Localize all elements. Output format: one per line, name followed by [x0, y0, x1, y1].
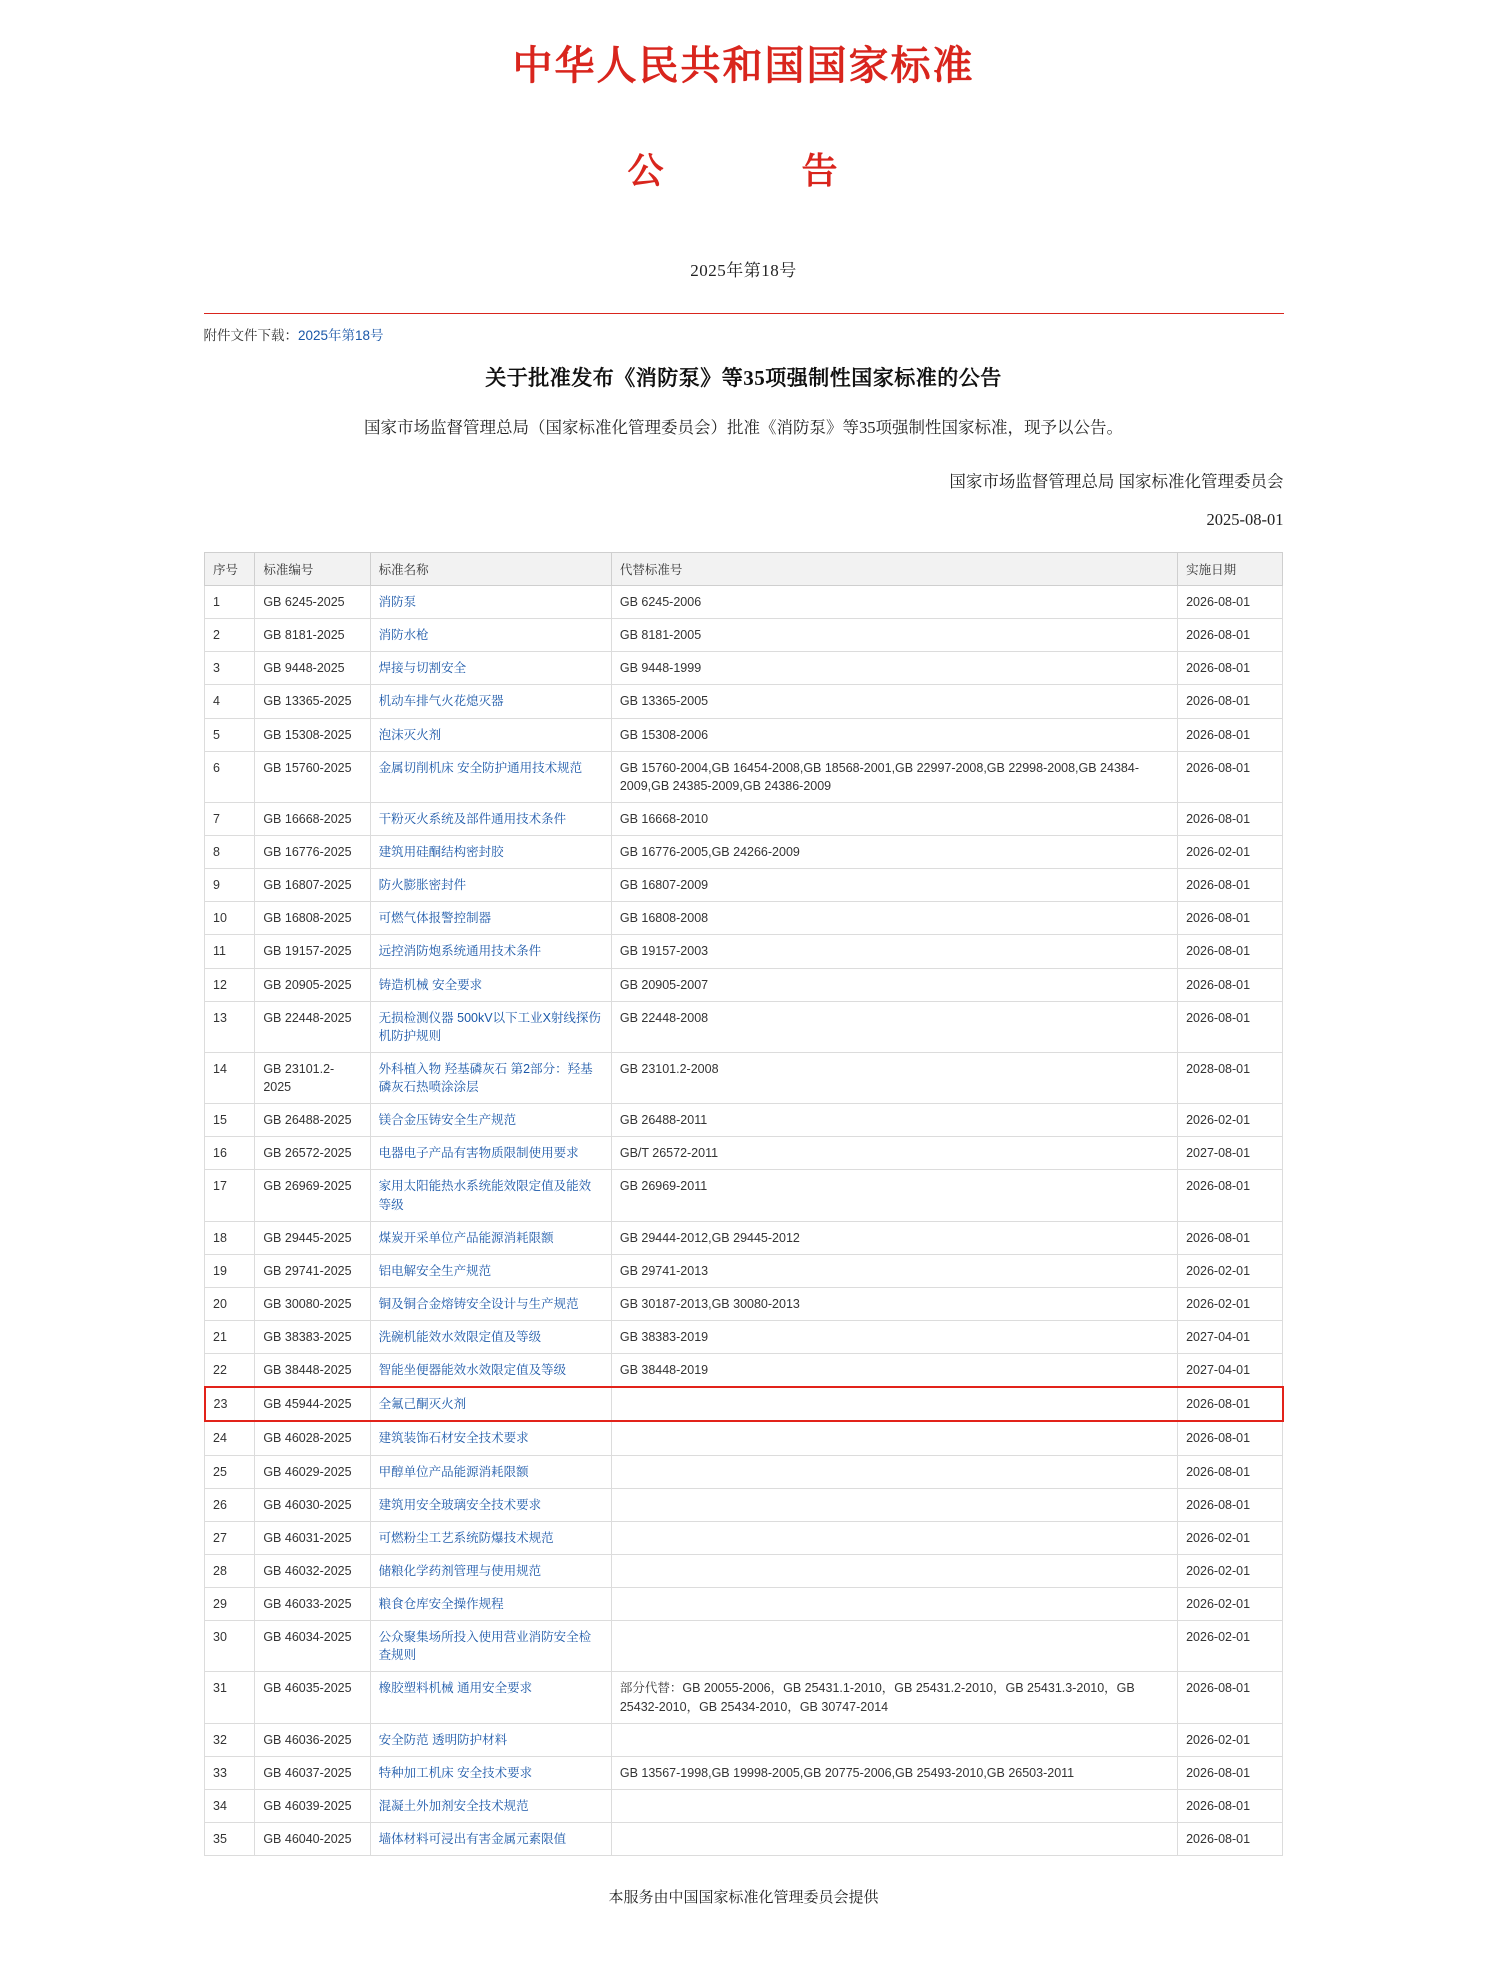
- cell-replace: [611, 1421, 1177, 1455]
- cell-replace: [611, 1387, 1177, 1421]
- column-header-no: 序号: [205, 553, 255, 586]
- table-row: [205, 836, 1283, 869]
- cell-replace: GB/T 26572-2011: [611, 1137, 1177, 1170]
- table-row: [205, 869, 1283, 902]
- cell-replace: [611, 1488, 1177, 1521]
- cell-date: 2027-08-01: [1178, 1137, 1283, 1170]
- cell-code: GB 20905-2025: [255, 968, 370, 1001]
- column-header-code: 标准编号: [255, 553, 370, 586]
- divider: [204, 313, 1284, 314]
- cell-name: 甲醇单位产品能源消耗限额: [370, 1455, 611, 1488]
- cell-name: 家用太阳能热水系统能效限定值及能效等级: [370, 1170, 611, 1221]
- column-header-replace: 代替标准号: [611, 553, 1177, 586]
- page-subtitle: 公 告: [627, 151, 860, 191]
- cell-date: 2026-08-01: [1178, 1170, 1283, 1221]
- cell-date: 2026-08-01: [1178, 652, 1283, 685]
- table-row: [205, 1588, 1283, 1621]
- cell-no: 21: [205, 1321, 255, 1354]
- cell-name: 可燃粉尘工艺系统防爆技术规范: [370, 1521, 611, 1554]
- cell-code: GB 46039-2025: [255, 1789, 370, 1822]
- cell-name: 镁合金压铸安全生产规范: [370, 1104, 611, 1137]
- cell-name: 煤炭开采单位产品能源消耗限额: [370, 1221, 611, 1254]
- cell-name: 防火膨胀密封件: [370, 869, 611, 902]
- cell-code: GB 46028-2025: [255, 1421, 370, 1455]
- cell-replace: GB 29444-2012,GB 29445-2012: [611, 1221, 1177, 1254]
- cell-date: 2026-08-01: [1178, 1823, 1283, 1856]
- cell-code: GB 16776-2025: [255, 836, 370, 869]
- table-row: [205, 1756, 1283, 1789]
- cell-no: 1: [205, 586, 255, 619]
- cell-replace: GB 20905-2007: [611, 968, 1177, 1001]
- cell-code: GB 13365-2025: [255, 685, 370, 718]
- table-row: [205, 1723, 1283, 1756]
- document-date: 2025-08-01: [1206, 510, 1284, 530]
- cell-code: GB 30080-2025: [255, 1287, 370, 1320]
- table-row: [205, 902, 1283, 935]
- table-body: [205, 586, 1283, 1856]
- cell-name: 粮食仓库安全操作规程: [370, 1588, 611, 1621]
- cell-name: 公众聚集场所投入使用营业消防安全检查规则: [370, 1621, 611, 1672]
- issue-number: 2025年第18号: [690, 261, 797, 280]
- cell-name: 橡胶塑料机械 通用安全要求: [370, 1672, 611, 1723]
- cell-no: 12: [205, 968, 255, 1001]
- table-row: [205, 1137, 1283, 1170]
- cell-no: 9: [205, 869, 255, 902]
- cell-replace: 部分代替：GB 20055-2006，GB 25431.1-2010，GB 25431.2-2010，GB 25431.3-2010，GB 25432-2010，GB 25434-2010，GB 30747-2014: [611, 1672, 1177, 1723]
- cell-no: 14: [205, 1052, 255, 1103]
- cell-name: 机动车排气火花熄灭器: [370, 685, 611, 718]
- cell-replace: GB 22448-2008: [611, 1001, 1177, 1052]
- table-row: [205, 935, 1283, 968]
- cell-name: 混凝土外加剂安全技术规范: [370, 1789, 611, 1822]
- cell-code: GB 29741-2025: [255, 1254, 370, 1287]
- cell-name: 远控消防炮系统通用技术条件: [370, 935, 611, 968]
- cell-no: 4: [205, 685, 255, 718]
- cell-name: 建筑装饰石材安全技术要求: [370, 1421, 611, 1455]
- cell-no: 28: [205, 1554, 255, 1587]
- cell-name: 墙体材料可浸出有害金属元素限值: [370, 1823, 611, 1856]
- cell-replace: GB 9448-1999: [611, 652, 1177, 685]
- table-row: [205, 619, 1283, 652]
- cell-name: 泡沫灭火剂: [370, 718, 611, 751]
- cell-no: 6: [205, 751, 255, 802]
- cell-replace: [611, 1823, 1177, 1856]
- table-row: [205, 1521, 1283, 1554]
- cell-code: GB 6245-2025: [255, 586, 370, 619]
- cell-no: 23: [205, 1387, 255, 1421]
- table-row: [205, 1354, 1283, 1388]
- table-row: [205, 1001, 1283, 1052]
- cell-date: 2026-02-01: [1178, 1287, 1283, 1320]
- cell-name: 安全防范 透明防护材料: [370, 1723, 611, 1756]
- cell-no: 2: [205, 619, 255, 652]
- standards-table: [204, 552, 1284, 1856]
- cell-name: 智能坐便器能效水效限定值及等级: [370, 1354, 611, 1388]
- table-row: [205, 1287, 1283, 1320]
- document-signature: 国家市场监督管理总局 国家标准化管理委员会: [949, 472, 1284, 492]
- cell-date: 2026-02-01: [1178, 1254, 1283, 1287]
- cell-no: 20: [205, 1287, 255, 1320]
- cell-code: GB 46030-2025: [255, 1488, 370, 1521]
- cell-date: 2026-02-01: [1178, 1554, 1283, 1587]
- cell-code: GB 46033-2025: [255, 1588, 370, 1621]
- cell-code: GB 38383-2025: [255, 1321, 370, 1354]
- cell-date: 2026-08-01: [1178, 619, 1283, 652]
- cell-code: GB 46040-2025: [255, 1823, 370, 1856]
- cell-replace: GB 30187-2013,GB 30080-2013: [611, 1287, 1177, 1320]
- table-row: [205, 1321, 1283, 1354]
- cell-date: 2027-04-01: [1178, 1354, 1283, 1388]
- cell-replace: GB 15760-2004,GB 16454-2008,GB 18568-2001,GB 22997-2008,GB 22998-2008,GB 24384-2009,GB 24385-2009,GB 24386-2009: [611, 751, 1177, 802]
- attachment-label: 附件文件下载：: [203, 328, 298, 343]
- table-row: [205, 1387, 1283, 1421]
- cell-name: 干粉灭火系统及部件通用技术条件: [370, 802, 611, 835]
- cell-code: GB 38448-2025: [255, 1354, 370, 1388]
- cell-date: 2026-08-01: [1178, 1455, 1283, 1488]
- cell-no: 7: [205, 802, 255, 835]
- cell-code: GB 46037-2025: [255, 1756, 370, 1789]
- table-row: [205, 1455, 1283, 1488]
- cell-replace: [611, 1521, 1177, 1554]
- cell-date: 2028-08-01: [1178, 1052, 1283, 1103]
- cell-name: 可燃气体报警控制器: [370, 902, 611, 935]
- cell-code: GB 16668-2025: [255, 802, 370, 835]
- table-row: [205, 586, 1283, 619]
- cell-name: 外科植入物 羟基磷灰石 第2部分：羟基磷灰石热喷涂涂层: [370, 1052, 611, 1103]
- cell-code: GB 29445-2025: [255, 1221, 370, 1254]
- cell-name: 金属切削机床 安全防护通用技术规范: [370, 751, 611, 802]
- cell-date: 2026-08-01: [1178, 1001, 1283, 1052]
- table-row: [205, 1421, 1283, 1455]
- cell-code: GB 15308-2025: [255, 718, 370, 751]
- cell-code: GB 45944-2025: [255, 1387, 370, 1421]
- cell-date: 2026-02-01: [1178, 1104, 1283, 1137]
- cell-date: 2026-08-01: [1178, 1672, 1283, 1723]
- cell-date: 2026-08-01: [1178, 1789, 1283, 1822]
- cell-replace: [611, 1588, 1177, 1621]
- cell-date: 2026-08-01: [1178, 751, 1283, 802]
- cell-name: 建筑用硅酮结构密封胶: [370, 836, 611, 869]
- cell-replace: [611, 1554, 1177, 1587]
- cell-date: 2026-08-01: [1178, 1387, 1283, 1421]
- cell-code: GB 46034-2025: [255, 1621, 370, 1672]
- cell-name: 消防泵: [370, 586, 611, 619]
- cell-replace: GB 15308-2006: [611, 718, 1177, 751]
- cell-date: 2026-08-01: [1178, 586, 1283, 619]
- column-header-name: 标准名称: [370, 553, 611, 586]
- cell-date: 2026-08-01: [1178, 1221, 1283, 1254]
- cell-no: 13: [205, 1001, 255, 1052]
- cell-no: 24: [205, 1421, 255, 1455]
- footer-text: 本服务由中国国家标准化管理委员会提供: [608, 1890, 879, 1907]
- cell-date: 2026-08-01: [1178, 802, 1283, 835]
- cell-no: 5: [205, 718, 255, 751]
- cell-date: 2026-08-01: [1178, 685, 1283, 718]
- cell-replace: [611, 1723, 1177, 1756]
- cell-no: 17: [205, 1170, 255, 1221]
- cell-date: 2026-08-01: [1178, 1421, 1283, 1455]
- cell-replace: GB 26488-2011: [611, 1104, 1177, 1137]
- cell-name: 建筑用安全玻璃安全技术要求: [370, 1488, 611, 1521]
- cell-code: GB 26572-2025: [255, 1137, 370, 1170]
- cell-no: 18: [205, 1221, 255, 1254]
- table-row: [205, 1789, 1283, 1822]
- cell-name: 铝电解安全生产规范: [370, 1254, 611, 1287]
- table-row: [205, 1672, 1283, 1723]
- cell-replace: GB 16807-2009: [611, 869, 1177, 902]
- cell-name: 洗碗机能效水效限定值及等级: [370, 1321, 611, 1354]
- cell-date: 2026-08-01: [1178, 968, 1283, 1001]
- cell-code: GB 46029-2025: [255, 1455, 370, 1488]
- cell-name: 铜及铜合金熔铸安全设计与生产规范: [370, 1287, 611, 1320]
- table-row: [205, 1052, 1283, 1103]
- cell-date: 2026-08-01: [1178, 935, 1283, 968]
- cell-replace: GB 29741-2013: [611, 1254, 1177, 1287]
- cell-replace: GB 13365-2005: [611, 685, 1177, 718]
- attachment-download-link[interactable]: 2025年第18号: [298, 328, 384, 343]
- cell-name: 焊接与切割安全: [370, 652, 611, 685]
- cell-replace: GB 26969-2011: [611, 1170, 1177, 1221]
- cell-no: 26: [205, 1488, 255, 1521]
- cell-name: 无损检测仪器 500kV以下工业X射线探伤机防护规则: [370, 1001, 611, 1052]
- cell-date: 2026-08-01: [1178, 718, 1283, 751]
- cell-code: GB 46036-2025: [255, 1723, 370, 1756]
- cell-no: 35: [205, 1823, 255, 1856]
- table-row: [205, 751, 1283, 802]
- document-body: 国家市场监督管理总局（国家标准化管理委员会）批准《消防泵》等35项强制性国家标准，现予以公告。: [364, 418, 1123, 437]
- table-row: [205, 1221, 1283, 1254]
- cell-code: GB 8181-2025: [255, 619, 370, 652]
- cell-replace: [611, 1455, 1177, 1488]
- table-row: [205, 1823, 1283, 1856]
- cell-replace: GB 8181-2005: [611, 619, 1177, 652]
- table-row: [205, 1254, 1283, 1287]
- cell-no: 30: [205, 1621, 255, 1672]
- cell-date: 2027-04-01: [1178, 1321, 1283, 1354]
- table-row: [205, 1170, 1283, 1221]
- page-title: 中华人民共和国国家标准: [512, 43, 975, 88]
- cell-no: 19: [205, 1254, 255, 1287]
- cell-date: 2026-08-01: [1178, 902, 1283, 935]
- cell-no: 11: [205, 935, 255, 968]
- cell-replace: GB 13567-1998,GB 19998-2005,GB 20775-2006,GB 25493-2010,GB 26503-2011: [611, 1756, 1177, 1789]
- table-row: [205, 1621, 1283, 1672]
- cell-no: 22: [205, 1354, 255, 1388]
- cell-date: 2026-02-01: [1178, 1588, 1283, 1621]
- cell-date: 2026-02-01: [1178, 1621, 1283, 1672]
- cell-code: GB 26969-2025: [255, 1170, 370, 1221]
- cell-replace: [611, 1621, 1177, 1672]
- cell-replace: GB 23101.2-2008: [611, 1052, 1177, 1103]
- table-row: [205, 1554, 1283, 1587]
- cell-name: 全氟己酮灭火剂: [370, 1387, 611, 1421]
- column-header-date: 实施日期: [1178, 553, 1283, 586]
- cell-code: GB 9448-2025: [255, 652, 370, 685]
- table-row: [205, 1104, 1283, 1137]
- cell-code: GB 16807-2025: [255, 869, 370, 902]
- cell-code: GB 23101.2-2025: [255, 1052, 370, 1103]
- cell-name: 特种加工机床 安全技术要求: [370, 1756, 611, 1789]
- cell-no: 34: [205, 1789, 255, 1822]
- cell-no: 27: [205, 1521, 255, 1554]
- cell-replace: [611, 1789, 1177, 1822]
- cell-replace: GB 16808-2008: [611, 902, 1177, 935]
- cell-date: 2026-08-01: [1178, 869, 1283, 902]
- cell-no: 8: [205, 836, 255, 869]
- cell-replace: GB 38448-2019: [611, 1354, 1177, 1388]
- cell-replace: GB 16776-2005,GB 24266-2009: [611, 836, 1177, 869]
- cell-no: 31: [205, 1672, 255, 1723]
- cell-date: 2026-08-01: [1178, 1488, 1283, 1521]
- cell-no: 32: [205, 1723, 255, 1756]
- cell-replace: GB 6245-2006: [611, 586, 1177, 619]
- attachment-line: [204, 324, 1284, 344]
- table-row: [205, 685, 1283, 718]
- cell-no: 3: [205, 652, 255, 685]
- cell-replace: GB 19157-2003: [611, 935, 1177, 968]
- cell-replace: GB 16668-2010: [611, 802, 1177, 835]
- cell-date: 2026-02-01: [1178, 1723, 1283, 1756]
- cell-no: 33: [205, 1756, 255, 1789]
- cell-code: GB 46031-2025: [255, 1521, 370, 1554]
- document-title: 关于批准发布《消防泵》等35项强制性国家标准的公告: [485, 366, 1002, 390]
- cell-no: 29: [205, 1588, 255, 1621]
- cell-date: 2026-02-01: [1178, 836, 1283, 869]
- table-row: [205, 718, 1283, 751]
- cell-replace: GB 38383-2019: [611, 1321, 1177, 1354]
- cell-code: GB 22448-2025: [255, 1001, 370, 1052]
- cell-no: 10: [205, 902, 255, 935]
- cell-date: 2026-08-01: [1178, 1756, 1283, 1789]
- cell-name: 消防水枪: [370, 619, 611, 652]
- cell-no: 25: [205, 1455, 255, 1488]
- cell-name: 铸造机械 安全要求: [370, 968, 611, 1001]
- cell-code: GB 15760-2025: [255, 751, 370, 802]
- table-row: [205, 968, 1283, 1001]
- cell-no: 16: [205, 1137, 255, 1170]
- cell-name: 储粮化学药剂管理与使用规范: [370, 1554, 611, 1587]
- cell-date: 2026-02-01: [1178, 1521, 1283, 1554]
- table-row: [205, 652, 1283, 685]
- cell-code: GB 46032-2025: [255, 1554, 370, 1587]
- table-row: [205, 802, 1283, 835]
- table-row: [205, 1488, 1283, 1521]
- cell-no: 15: [205, 1104, 255, 1137]
- cell-code: GB 26488-2025: [255, 1104, 370, 1137]
- cell-code: GB 46035-2025: [255, 1672, 370, 1723]
- cell-code: GB 16808-2025: [255, 902, 370, 935]
- cell-name: 电器电子产品有害物质限制使用要求: [370, 1137, 611, 1170]
- table-header-row: [205, 553, 1283, 586]
- cell-code: GB 19157-2025: [255, 935, 370, 968]
